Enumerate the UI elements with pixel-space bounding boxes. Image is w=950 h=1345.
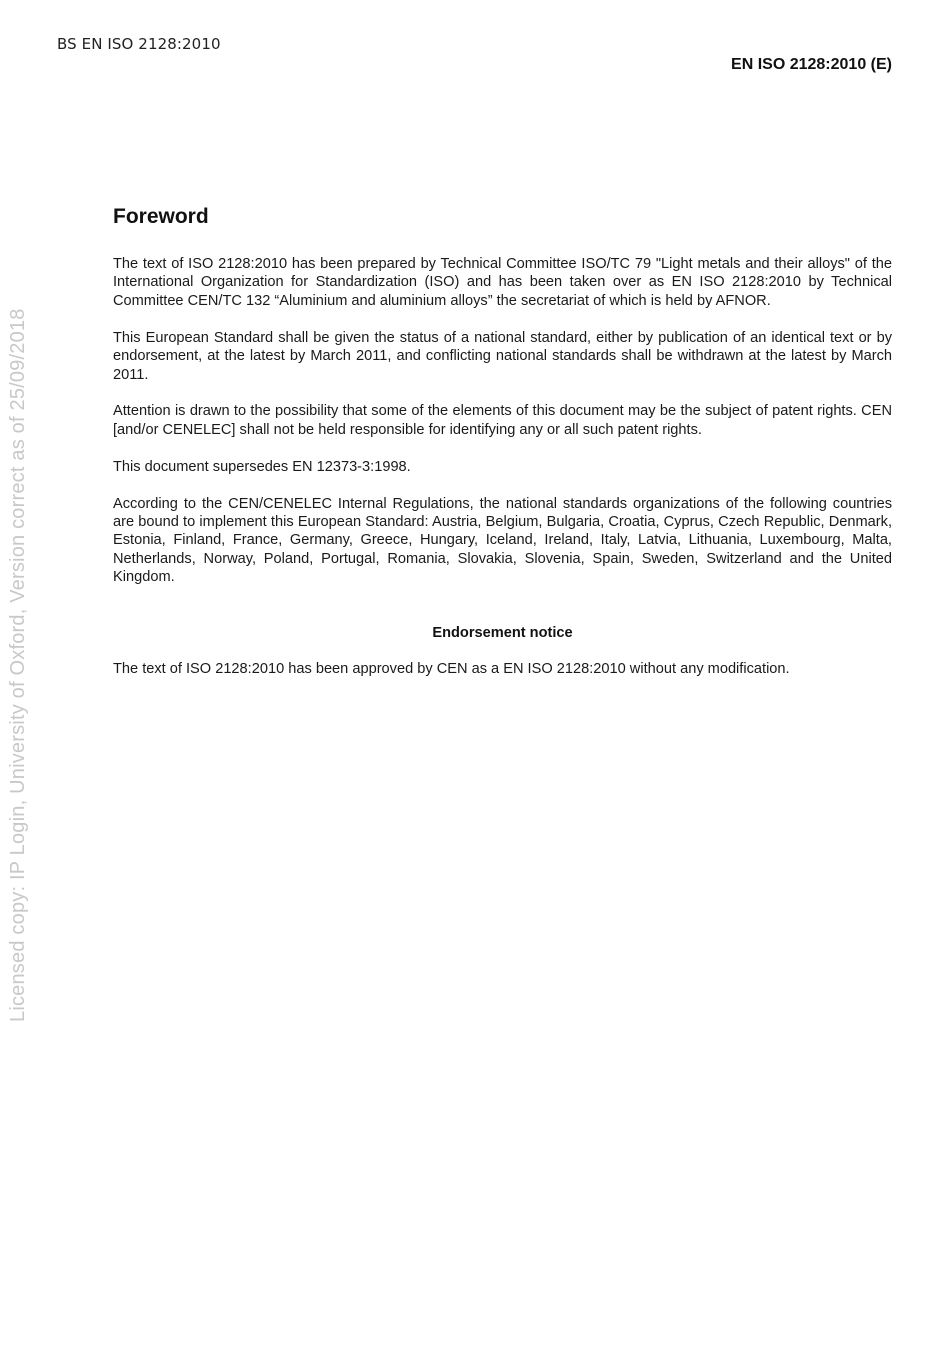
foreword-title: Foreword [113,205,209,228]
endorsement-notice-heading: Endorsement notice [432,624,573,641]
endorsement-notice-text: The text of ISO 2128:2010 has been approved by CEN as a EN ISO 2128:2010 without any modification. [113,660,790,677]
foreword-paragraph-patent: Attention is drawn to the possibility that some of the elements of this document may be the subject of patent rights. CEN [and/or CENELEC] shall not be held responsible for identifying any or all such patent rights. [113,403,892,438]
document-id-header: BS EN ISO 2128:2010 [57,35,221,53]
foreword-paragraph-prepared-by: The text of ISO 2128:2010 has been prepared by Technical Committee ISO/TC 79 "Light metals and their alloys" of the International Organization for Standardization (ISO) and has been taken over as EN ISO 2128:2010 by Technical Committee CEN/TC 132 “Aluminium and aluminium alloys” the secretariat of which is held by AFNOR. [113,256,892,309]
license-watermark: Licensed copy: IP Login, University of Oxford, Version correct as of 25/09/2018 [7,308,29,1022]
page-content [113,205,892,678]
edition-label-header: EN ISO 2128:2010 (E) [731,56,892,73]
foreword-paragraph-countries: According to the CEN/CENELEC Internal Regulations, the national standards organizations of the following countries are bound to implement this European Standard: Austria, Belgium, Bulgaria, Croatia, Cyprus, Czech Republic, Denmark, Estonia, Finland, France, Germany, Greece, Hungary, Iceland, Ireland, Italy, Latvia, Lithuania, Luxembourg, Malta, Netherlands, Norway, Poland, Portugal, Romania, Slovakia, Slovenia, Spain, Sweden, Switzerland and the United Kingdom. [113,495,892,586]
foreword-paragraph-supersedes: This document supersedes EN 12373-3:1998. [113,458,411,475]
foreword-paragraph-status: This European Standard shall be given the status of a national standard, either by publication of an identical text or by endorsement, at the latest by March 2011, and conflicting national standards shall be withdrawn at the latest by March 2011. [113,329,892,383]
